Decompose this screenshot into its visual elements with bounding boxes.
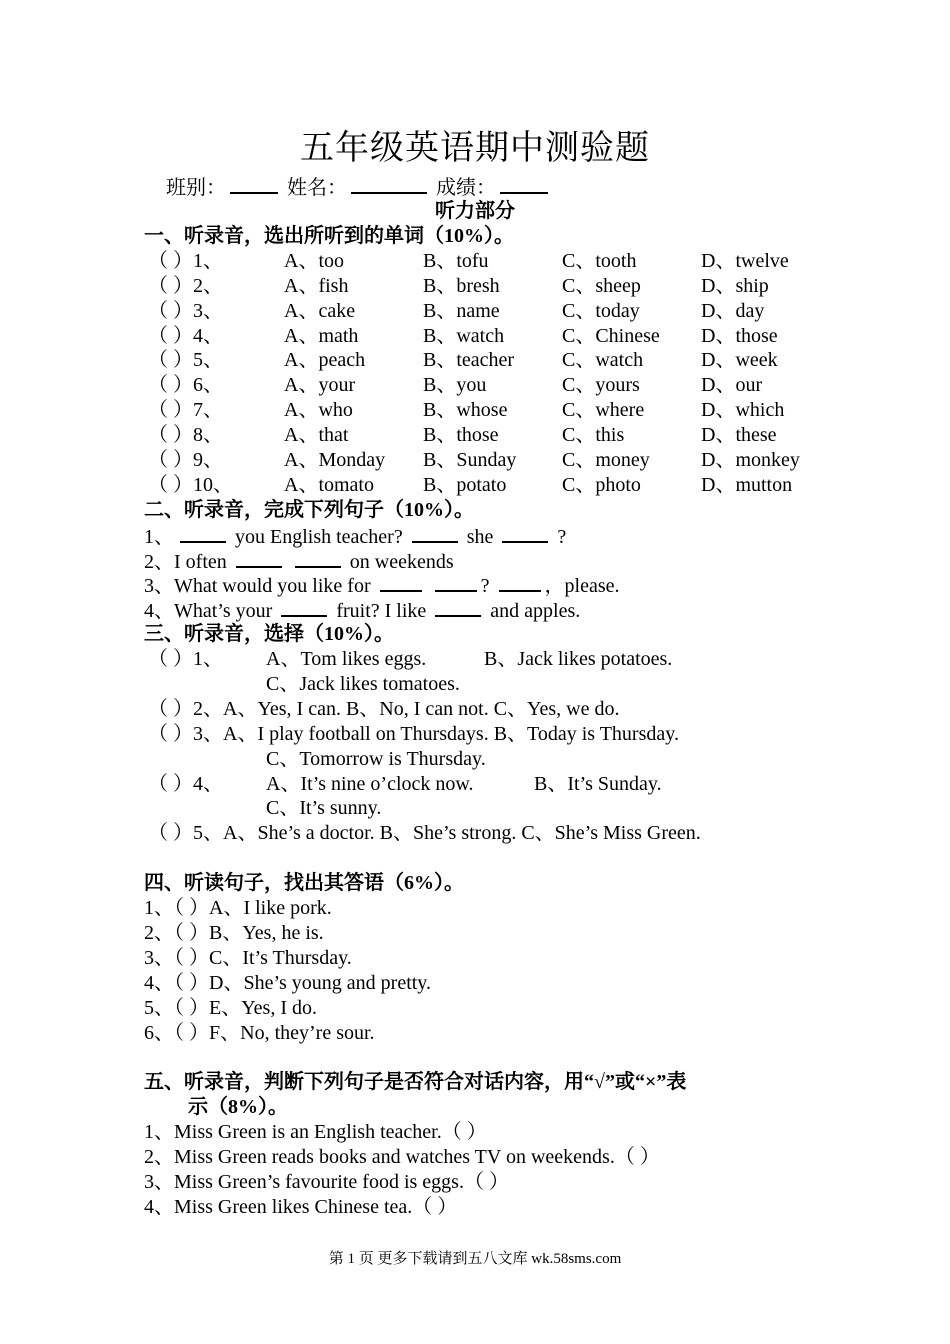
question-number: （ ）9、 — [148, 449, 223, 472]
fill-blank[interactable] — [412, 523, 458, 543]
list-item: 3、Miss Green’s favourite food is eggs.（ ） — [144, 1170, 509, 1193]
sentence-text: fruit? I like — [336, 600, 427, 623]
option-c: C、money — [562, 449, 650, 472]
answer-paren: （ ） — [174, 996, 209, 1019]
question-5: （ ）5、A、She’s a doctor. B、She’s strong. C、She’s Miss Green. — [148, 822, 701, 845]
list-item — [144, 946, 824, 971]
option-b: B、watch — [423, 324, 505, 347]
option-a: A、Tom likes eggs. — [266, 648, 427, 671]
option-b: B、It’s Sunday. — [534, 772, 662, 795]
item-text: E、Yes, I do. — [209, 996, 317, 1019]
option-c: C、today — [562, 299, 640, 322]
question-row — [144, 299, 824, 324]
list-item: 2、Miss Green reads books and watches TV on weekends.（ ） — [144, 1145, 660, 1168]
question-number: （ ）1、 — [148, 249, 223, 272]
question-row — [144, 348, 824, 373]
option-a: A、It’s nine o’clock now. — [266, 772, 474, 795]
section1-rows — [144, 249, 824, 498]
item-text: D、She’s young and pretty. — [209, 971, 432, 994]
score-blank[interactable] — [500, 174, 548, 194]
list-item — [144, 921, 824, 946]
question-2: （ ）2、A、Yes, I can. B、No, I can not. C、Yes, we do. — [148, 697, 620, 720]
option-c: C、where — [562, 399, 645, 422]
question-number: （ ）5、 — [148, 349, 223, 372]
item-number: 2、 — [144, 921, 174, 944]
section3-heading: 三、听录音，选择（10%）。 — [144, 623, 394, 646]
page-footer: 第 1 页 更多下载请到五八文库 wk.58sms.com — [328, 1251, 622, 1267]
option-d: D、week — [701, 349, 778, 372]
sentence-text: 3、What would you like for — [144, 575, 371, 598]
question-number: （ ）6、 — [148, 374, 223, 397]
option-b: B、tofu — [423, 249, 489, 272]
list-item — [144, 896, 824, 921]
option-a: A、fish — [284, 274, 349, 297]
option-b: B、name — [423, 299, 500, 322]
option-c: C、yours — [562, 374, 640, 397]
fill-blank[interactable] — [281, 597, 327, 617]
option-d: D、twelve — [701, 249, 789, 272]
sentence-text: ，please. — [544, 575, 620, 598]
option-b: B、potato — [423, 473, 507, 496]
option-b: B、Sunday — [423, 449, 517, 472]
fill-blank[interactable] — [380, 572, 422, 592]
question-row — [144, 274, 824, 299]
fill-blank[interactable] — [180, 523, 226, 543]
section5-heading-cont: 示（8%）。 — [188, 1096, 288, 1119]
option-a: A、too — [284, 249, 344, 272]
answer-paren: （ ） — [174, 946, 209, 969]
question-row — [144, 324, 824, 349]
question-number: （ ）10、 — [148, 473, 233, 496]
question-number: （ ）3、 — [148, 299, 223, 322]
class-blank[interactable] — [230, 174, 278, 194]
question-row — [144, 249, 824, 274]
option-a: A、tomato — [284, 473, 374, 496]
question-3: （ ）3、A、I play football on Thursdays. B、Today is Thursday. — [148, 722, 679, 745]
option-b: B、Jack likes potatoes. — [484, 648, 673, 671]
option-d: D、monkey — [701, 449, 800, 472]
item-text: C、It’s Thursday. — [209, 946, 352, 969]
question-3-option-c: C、Tomorrow is Thursday. — [266, 747, 486, 770]
question-number: （ ）7、 — [148, 399, 223, 422]
sentence-3 — [144, 572, 824, 597]
sentence-text: 1、 — [144, 525, 174, 548]
question-row — [144, 423, 824, 448]
item-number: 6、 — [144, 1021, 174, 1044]
class-label: 班别： — [166, 177, 226, 199]
option-a: A、that — [284, 424, 349, 447]
fill-blank[interactable] — [499, 572, 541, 592]
name-blank[interactable] — [351, 174, 427, 194]
option-c: C、photo — [562, 473, 641, 496]
item-text: B、Yes, he is. — [209, 921, 324, 944]
exam-body — [144, 224, 824, 1220]
question-1-option-c: C、Jack likes tomatoes. — [266, 673, 460, 696]
option-b: B、bresh — [423, 274, 500, 297]
fill-blank[interactable] — [435, 597, 481, 617]
sentence-text: on weekends — [349, 550, 454, 573]
question-row — [144, 398, 824, 423]
name-label: 姓名： — [287, 177, 347, 199]
option-c: C、sheep — [562, 274, 641, 297]
fill-blank[interactable] — [295, 548, 341, 568]
option-a: A、math — [284, 324, 359, 347]
question-4-option-c: C、It’s sunny. — [266, 797, 382, 820]
list-item: 4、Miss Green likes Chinese tea.（ ） — [144, 1195, 458, 1218]
student-info-line — [166, 174, 552, 201]
sentence-4 — [144, 597, 824, 622]
option-d: D、those — [701, 324, 778, 347]
option-d: D、mutton — [701, 473, 793, 496]
answer-paren: （ ） — [174, 971, 209, 994]
fill-blank[interactable] — [502, 523, 548, 543]
item-number: 5、 — [144, 996, 174, 1019]
spacer — [144, 846, 824, 871]
fill-blank[interactable] — [435, 572, 477, 592]
option-d: D、our — [701, 374, 763, 397]
option-a: A、peach — [284, 349, 366, 372]
question-number: （ ）4、 — [148, 772, 223, 795]
question-row — [144, 448, 824, 473]
question-1 — [144, 647, 824, 672]
sentence-text: she — [466, 525, 494, 548]
question-number: （ ）2、 — [148, 274, 223, 297]
option-b: B、those — [423, 424, 499, 447]
option-d: D、ship — [701, 274, 769, 297]
spacer — [144, 1045, 824, 1070]
item-number: 3、 — [144, 946, 174, 969]
sentence-text: 4、What’s your — [144, 600, 273, 623]
option-d: D、these — [701, 424, 777, 447]
option-a: A、cake — [284, 299, 356, 322]
question-number: （ ）8、 — [148, 424, 223, 447]
fill-blank[interactable] — [236, 548, 282, 568]
option-a: A、who — [284, 399, 353, 422]
list-item — [144, 996, 824, 1021]
item-text: A、I like pork. — [209, 897, 332, 920]
question-number: （ ）4、 — [148, 324, 223, 347]
sentence-text: ? — [480, 575, 490, 598]
sentence-text: 2、I often — [144, 550, 227, 573]
option-a: A、your — [284, 374, 356, 397]
option-c: C、watch — [562, 349, 644, 372]
option-c: C、this — [562, 424, 625, 447]
option-d: D、which — [701, 399, 785, 422]
list-item — [144, 1021, 824, 1046]
option-b: B、teacher — [423, 349, 515, 372]
question-row — [144, 373, 824, 398]
question-number: （ ）1、 — [148, 648, 223, 671]
item-number: 1、 — [144, 897, 174, 920]
answer-paren: （ ） — [174, 897, 209, 920]
section-subtitle: 听力部分 — [435, 200, 515, 222]
item-number: 4、 — [144, 971, 174, 994]
score-label: 成绩： — [436, 177, 496, 199]
section2-heading: 二、听录音，完成下列句子（10%）。 — [144, 498, 474, 521]
sentence-1 — [144, 523, 824, 548]
option-d: D、day — [701, 299, 765, 322]
sentence-2 — [144, 548, 824, 573]
section4-heading: 四、听读句子，找出其答语（6%）。 — [144, 872, 464, 895]
section5-heading: 五、听录音，判断下列句子是否符合对话内容，用“√”或“×”表 — [144, 1071, 687, 1094]
option-a: A、Monday — [284, 449, 386, 472]
option-c: C、Chinese — [562, 324, 660, 347]
list-item — [144, 971, 824, 996]
option-b: B、you — [423, 374, 487, 397]
option-b: B、whose — [423, 399, 508, 422]
sentence-text: you English teacher? — [235, 525, 403, 548]
sentence-text: and apples. — [490, 600, 581, 623]
question-row — [144, 473, 824, 498]
item-text: F、No, they’re sour. — [209, 1021, 375, 1044]
option-c: C、tooth — [562, 249, 637, 272]
answer-paren: （ ） — [174, 921, 209, 944]
list-item: 1、Miss Green is an English teacher.（ ） — [144, 1121, 487, 1144]
answer-paren: （ ） — [174, 1021, 209, 1044]
question-4 — [144, 772, 824, 797]
section1-heading: 一、听录音，选出所听到的单词（10%）。 — [144, 225, 514, 247]
page-title: 五年级英语期中测验题 — [300, 130, 650, 167]
sentence-text: ? — [557, 525, 567, 548]
